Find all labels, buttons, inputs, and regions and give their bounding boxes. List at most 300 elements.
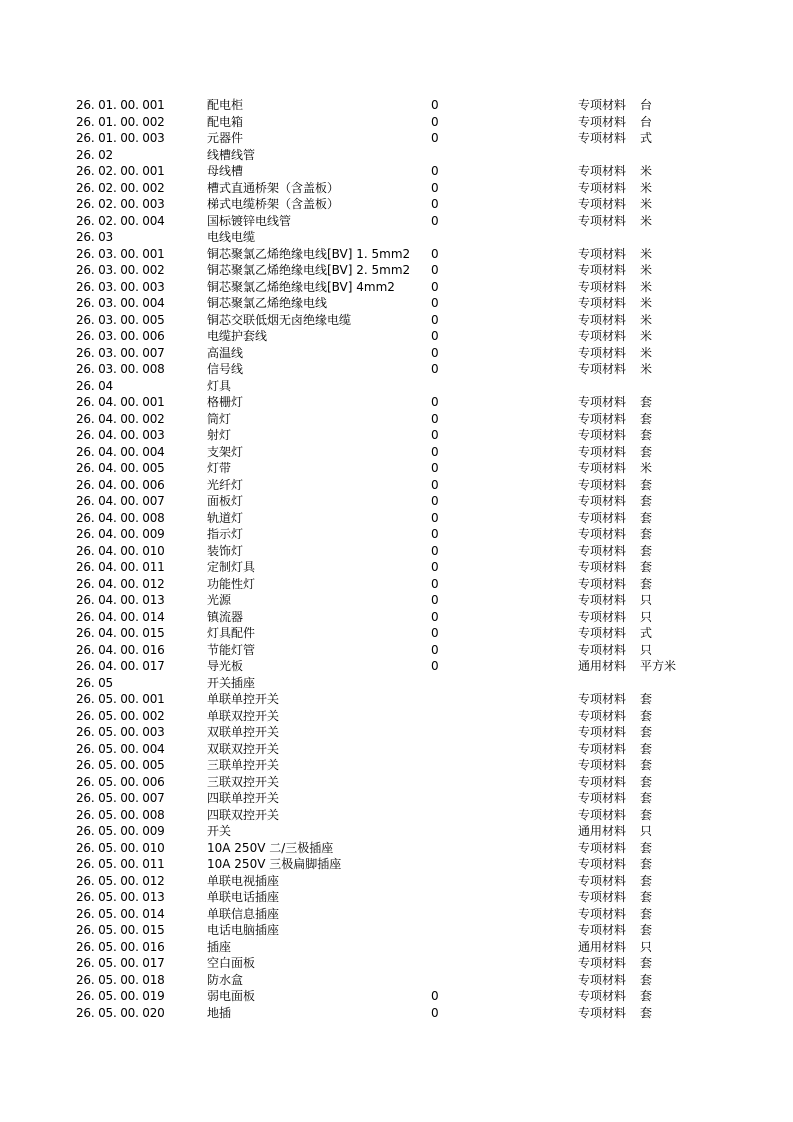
item-category: 专项材料 — [578, 246, 627, 261]
table-row — [0, 345, 793, 362]
item-name: 元器件 — [207, 131, 244, 145]
item-name: 信号线 — [207, 362, 244, 376]
item-category: 专项材料 — [578, 395, 627, 409]
item-unit: 套 — [640, 527, 653, 541]
item-code: 26. 04. 00. 013 — [76, 593, 165, 607]
item-name: 开关插座 — [207, 675, 256, 690]
item-quantity: 0 — [431, 263, 439, 277]
table-row — [0, 444, 793, 461]
table-row — [0, 873, 793, 890]
item-quantity: 0 — [431, 164, 439, 178]
item-name: 电线电缆 — [207, 230, 256, 244]
item-name: 四联单控开关 — [207, 791, 280, 805]
item-code: 26. 04. 00. 015 — [76, 626, 165, 640]
item-unit: 只 — [640, 593, 653, 607]
item-name: 功能性灯 — [207, 576, 256, 591]
table-row — [0, 1005, 793, 1022]
item-unit: 套 — [640, 857, 653, 871]
item-unit: 套 — [640, 560, 653, 574]
table-row — [0, 460, 793, 477]
item-name: 双联单控开关 — [207, 725, 280, 739]
item-category: 专项材料 — [578, 477, 627, 492]
item-quantity: 0 — [431, 411, 439, 426]
item-unit: 套 — [640, 741, 653, 756]
item-code: 26. 04. 00. 016 — [76, 642, 165, 657]
item-code: 26. 05. 00. 014 — [76, 906, 165, 921]
item-code: 26. 05. 00. 012 — [76, 873, 165, 888]
item-unit: 套 — [640, 791, 653, 805]
table-row — [0, 196, 793, 213]
item-code: 26. 04. 00. 014 — [76, 609, 165, 624]
item-name: 灯具配件 — [207, 626, 256, 640]
item-category: 专项材料 — [578, 923, 627, 937]
table-row — [0, 724, 793, 741]
item-unit: 米 — [640, 213, 653, 228]
item-name: 国标镀锌电线管 — [207, 213, 292, 228]
item-quantity: 0 — [431, 659, 439, 673]
table-row — [0, 592, 793, 609]
item-category: 通用材料 — [578, 824, 627, 838]
item-code: 26. 05. 00. 019 — [76, 989, 165, 1003]
item-quantity: 0 — [431, 461, 439, 475]
item-code: 26. 04. 00. 010 — [76, 543, 165, 558]
item-unit: 式 — [640, 626, 653, 640]
item-unit: 米 — [640, 279, 653, 294]
item-category: 专项材料 — [578, 791, 627, 805]
item-quantity: 0 — [431, 428, 439, 442]
item-name: 配电柜 — [207, 98, 244, 112]
table-row — [0, 774, 793, 791]
item-code: 26. 02. 00. 001 — [76, 164, 165, 178]
item-quantity: 0 — [431, 345, 439, 360]
table-row — [0, 97, 793, 114]
item-category: 专项材料 — [578, 989, 627, 1003]
item-category: 专项材料 — [578, 345, 627, 360]
item-category: 专项材料 — [578, 131, 627, 145]
item-unit: 套 — [640, 972, 653, 987]
item-category: 专项材料 — [578, 213, 627, 228]
table-row — [0, 609, 793, 626]
item-unit: 米 — [640, 329, 653, 343]
item-name: 光纤灯 — [207, 477, 244, 492]
item-name: 母线槽 — [207, 164, 244, 178]
table-row — [0, 823, 793, 840]
item-category: 专项材料 — [578, 428, 627, 442]
item-unit: 套 — [640, 428, 653, 442]
item-unit: 台 — [640, 98, 653, 112]
table-row — [0, 922, 793, 939]
table-row — [0, 361, 793, 378]
item-code: 26. 04. 00. 003 — [76, 428, 165, 442]
item-name: 光源 — [207, 593, 232, 607]
item-code: 26. 05. 00. 010 — [76, 840, 165, 855]
item-name: 地插 — [207, 1005, 232, 1020]
item-category: 专项材料 — [578, 296, 627, 310]
item-name: 梯式电缆桥架（含盖板） — [207, 197, 340, 211]
item-quantity: 0 — [431, 444, 439, 459]
item-name: 三联双控开关 — [207, 774, 280, 789]
item-quantity: 0 — [431, 362, 439, 376]
item-unit: 只 — [640, 939, 653, 954]
item-quantity: 0 — [431, 98, 439, 112]
item-code: 26. 02. 00. 003 — [76, 197, 165, 211]
item-unit: 米 — [640, 312, 653, 327]
table-row — [0, 658, 793, 675]
item-name: 铜芯聚氯乙烯绝缘电线[BV] 1. 5mm2 — [207, 246, 411, 261]
item-name: 高温线 — [207, 345, 244, 360]
item-code: 26. 05. 00. 009 — [76, 824, 165, 838]
table-row — [0, 246, 793, 263]
item-category: 专项材料 — [578, 543, 627, 558]
item-unit: 只 — [640, 642, 653, 657]
item-unit: 套 — [640, 989, 653, 1003]
item-quantity: 0 — [431, 1005, 439, 1020]
item-name: 装饰灯 — [207, 543, 244, 558]
table-row — [0, 691, 793, 708]
item-code: 26. 04. 00. 005 — [76, 461, 165, 475]
item-category: 专项材料 — [578, 741, 627, 756]
item-quantity: 0 — [431, 576, 439, 591]
item-unit: 米 — [640, 263, 653, 277]
item-unit: 套 — [640, 725, 653, 739]
item-category: 专项材料 — [578, 114, 627, 129]
item-name: 面板灯 — [207, 494, 244, 508]
item-unit: 套 — [640, 873, 653, 888]
item-name: 10A 250V 二/三极插座 — [207, 840, 334, 855]
item-category: 专项材料 — [578, 626, 627, 640]
table-row — [0, 163, 793, 180]
table-row — [0, 510, 793, 527]
item-code: 26. 05. 00. 017 — [76, 956, 165, 970]
item-category: 专项材料 — [578, 461, 627, 475]
item-code: 26. 05. 00. 016 — [76, 939, 165, 954]
item-category: 专项材料 — [578, 692, 627, 706]
table-row — [0, 526, 793, 543]
item-category: 专项材料 — [578, 312, 627, 327]
item-category: 专项材料 — [578, 362, 627, 376]
table-row — [0, 939, 793, 956]
table-row — [0, 147, 793, 164]
item-category: 专项材料 — [578, 1005, 627, 1020]
item-unit: 套 — [640, 494, 653, 508]
item-name: 单联信息插座 — [207, 906, 280, 921]
table-row — [0, 675, 793, 692]
item-name: 插座 — [207, 939, 232, 954]
item-code: 26. 05. 00. 008 — [76, 807, 165, 822]
item-code: 26. 03 — [76, 230, 113, 244]
item-code: 26. 02 — [76, 147, 113, 162]
item-code: 26. 04 — [76, 378, 113, 393]
item-code: 26. 04. 00. 017 — [76, 659, 165, 673]
item-code: 26. 03. 00. 008 — [76, 362, 165, 376]
table-row — [0, 378, 793, 395]
item-category: 专项材料 — [578, 725, 627, 739]
table-row — [0, 856, 793, 873]
item-quantity: 0 — [431, 395, 439, 409]
table-row — [0, 279, 793, 296]
item-unit: 套 — [640, 395, 653, 409]
item-category: 专项材料 — [578, 510, 627, 525]
item-unit: 套 — [640, 708, 653, 723]
item-unit: 套 — [640, 758, 653, 772]
item-category: 专项材料 — [578, 774, 627, 789]
item-name: 电缆护套线 — [207, 329, 268, 343]
table-row — [0, 559, 793, 576]
item-unit: 式 — [640, 131, 653, 145]
item-category: 专项材料 — [578, 197, 627, 211]
table-row — [0, 328, 793, 345]
item-code: 26. 02. 00. 004 — [76, 213, 165, 228]
item-quantity: 0 — [431, 477, 439, 492]
table-row — [0, 427, 793, 444]
item-name: 开关 — [207, 824, 232, 838]
item-code: 26. 05. 00. 015 — [76, 923, 165, 937]
item-name: 定制灯具 — [207, 560, 256, 574]
item-unit: 米 — [640, 362, 653, 376]
table-row — [0, 757, 793, 774]
table-row — [0, 906, 793, 923]
item-unit: 米 — [640, 197, 653, 211]
item-name: 灯具 — [207, 378, 232, 393]
item-category: 专项材料 — [578, 180, 627, 195]
item-quantity: 0 — [431, 180, 439, 195]
item-code: 26. 03. 00. 005 — [76, 312, 165, 327]
materials-table — [0, 97, 793, 1021]
item-quantity: 0 — [431, 626, 439, 640]
table-row — [0, 213, 793, 230]
item-unit: 套 — [640, 890, 653, 904]
item-name: 铜芯聚氯乙烯绝缘电线[BV] 2. 5mm2 — [207, 263, 411, 277]
item-code: 26. 05. 00. 004 — [76, 741, 165, 756]
table-row — [0, 130, 793, 147]
item-name: 镇流器 — [207, 609, 244, 624]
item-category: 通用材料 — [578, 659, 627, 673]
table-row — [0, 180, 793, 197]
item-code: 26. 05. 00. 007 — [76, 791, 165, 805]
item-code: 26. 05 — [76, 675, 113, 690]
item-category: 专项材料 — [578, 329, 627, 343]
item-category: 专项材料 — [578, 444, 627, 459]
item-quantity: 0 — [431, 213, 439, 228]
item-unit: 只 — [640, 609, 653, 624]
item-name: 射灯 — [207, 428, 232, 442]
item-category: 专项材料 — [578, 890, 627, 904]
item-quantity: 0 — [431, 279, 439, 294]
item-unit: 米 — [640, 164, 653, 178]
item-unit: 米 — [640, 180, 653, 195]
item-code: 26. 05. 00. 001 — [76, 692, 165, 706]
item-name: 节能灯管 — [207, 642, 256, 657]
item-category: 专项材料 — [578, 527, 627, 541]
item-quantity: 0 — [431, 494, 439, 508]
item-unit: 米 — [640, 296, 653, 310]
item-code: 26. 05. 00. 013 — [76, 890, 165, 904]
item-unit: 套 — [640, 444, 653, 459]
item-category: 专项材料 — [578, 840, 627, 855]
item-name: 电话电脑插座 — [207, 923, 280, 937]
item-quantity: 0 — [431, 560, 439, 574]
item-quantity: 0 — [431, 989, 439, 1003]
item-unit: 套 — [640, 692, 653, 706]
item-quantity: 0 — [431, 609, 439, 624]
item-name: 单联电视插座 — [207, 873, 280, 888]
item-code: 26. 05. 00. 020 — [76, 1005, 165, 1020]
item-category: 专项材料 — [578, 642, 627, 657]
item-code: 26. 04. 00. 001 — [76, 395, 165, 409]
item-name: 防水盒 — [207, 972, 244, 987]
item-quantity: 0 — [431, 131, 439, 145]
item-category: 专项材料 — [578, 593, 627, 607]
item-category: 专项材料 — [578, 708, 627, 723]
item-name: 弱电面板 — [207, 989, 256, 1003]
item-name: 四联双控开关 — [207, 807, 280, 822]
table-row — [0, 642, 793, 659]
item-name: 铜芯交联低烟无卤绝缘电缆 — [207, 312, 352, 327]
table-row — [0, 955, 793, 972]
item-name: 单联电话插座 — [207, 890, 280, 904]
item-name: 导光板 — [207, 659, 244, 673]
item-code: 26. 04. 00. 007 — [76, 494, 165, 508]
item-code: 26. 02. 00. 002 — [76, 180, 165, 195]
item-name: 轨道灯 — [207, 510, 244, 525]
item-name: 支架灯 — [207, 444, 244, 459]
item-code: 26. 04. 00. 011 — [76, 560, 165, 574]
item-category: 专项材料 — [578, 906, 627, 921]
item-unit: 套 — [640, 906, 653, 921]
table-row — [0, 741, 793, 758]
item-code: 26. 05. 00. 002 — [76, 708, 165, 723]
item-category: 专项材料 — [578, 263, 627, 277]
item-unit: 平方米 — [640, 659, 677, 673]
item-name: 三联单控开关 — [207, 758, 280, 772]
table-row — [0, 543, 793, 560]
item-category: 专项材料 — [578, 956, 627, 970]
item-name: 配电箱 — [207, 114, 244, 129]
item-code: 26. 01. 00. 003 — [76, 131, 165, 145]
item-category: 专项材料 — [578, 560, 627, 574]
item-code: 26. 01. 00. 002 — [76, 114, 165, 129]
item-name: 格栅灯 — [207, 395, 244, 409]
table-row — [0, 411, 793, 428]
table-row — [0, 790, 793, 807]
item-quantity: 0 — [431, 593, 439, 607]
item-category: 专项材料 — [578, 576, 627, 591]
item-code: 26. 05. 00. 006 — [76, 774, 165, 789]
item-code: 26. 03. 00. 007 — [76, 345, 165, 360]
item-name: 指示灯 — [207, 527, 244, 541]
item-code: 26. 05. 00. 018 — [76, 972, 165, 987]
item-unit: 套 — [640, 840, 653, 855]
item-category: 专项材料 — [578, 494, 627, 508]
item-code: 26. 01. 00. 001 — [76, 98, 165, 112]
table-row — [0, 394, 793, 411]
table-row — [0, 262, 793, 279]
item-quantity: 0 — [431, 543, 439, 558]
item-name: 灯带 — [207, 461, 232, 475]
item-unit: 米 — [640, 345, 653, 360]
item-unit: 套 — [640, 923, 653, 937]
table-row — [0, 889, 793, 906]
item-unit: 套 — [640, 807, 653, 822]
item-code: 26. 03. 00. 004 — [76, 296, 165, 310]
item-category: 专项材料 — [578, 758, 627, 772]
item-code: 26. 04. 00. 008 — [76, 510, 165, 525]
item-unit: 套 — [640, 510, 653, 525]
item-name: 槽式直通桥架（含盖板） — [207, 180, 340, 195]
table-row — [0, 576, 793, 593]
item-category: 专项材料 — [578, 857, 627, 871]
item-unit: 台 — [640, 114, 653, 129]
table-row — [0, 840, 793, 857]
item-name: 铜芯聚氯乙烯绝缘电线[BV] 4mm2 — [207, 279, 395, 294]
item-name: 筒灯 — [207, 411, 232, 426]
item-code: 26. 03. 00. 001 — [76, 246, 165, 261]
item-name: 单联单控开关 — [207, 692, 280, 706]
item-quantity: 0 — [431, 296, 439, 310]
item-unit: 套 — [640, 477, 653, 492]
table-row — [0, 312, 793, 329]
item-unit: 套 — [640, 411, 653, 426]
item-unit: 套 — [640, 543, 653, 558]
item-category: 专项材料 — [578, 411, 627, 426]
item-code: 26. 03. 00. 002 — [76, 263, 165, 277]
item-category: 专项材料 — [578, 609, 627, 624]
item-code: 26. 04. 00. 002 — [76, 411, 165, 426]
item-quantity: 0 — [431, 312, 439, 327]
item-code: 26. 05. 00. 011 — [76, 857, 165, 871]
table-row — [0, 988, 793, 1005]
table-row — [0, 477, 793, 494]
item-code: 26. 03. 00. 003 — [76, 279, 165, 294]
item-name: 线槽线管 — [207, 147, 256, 162]
item-name: 单联双控开关 — [207, 708, 280, 723]
item-quantity: 0 — [431, 642, 439, 657]
table-row — [0, 807, 793, 824]
item-name: 双联双控开关 — [207, 741, 280, 756]
item-name: 10A 250V 三极扁脚插座 — [207, 857, 342, 871]
table-row — [0, 493, 793, 510]
item-code: 26. 05. 00. 005 — [76, 758, 165, 772]
item-quantity: 0 — [431, 197, 439, 211]
item-category: 专项材料 — [578, 972, 627, 987]
item-code: 26. 05. 00. 003 — [76, 725, 165, 739]
item-category: 专项材料 — [578, 279, 627, 294]
item-unit: 只 — [640, 824, 653, 838]
item-name: 铜芯聚氯乙烯绝缘电线 — [207, 296, 328, 310]
item-code: 26. 04. 00. 004 — [76, 444, 165, 459]
item-category: 专项材料 — [578, 873, 627, 888]
item-unit: 米 — [640, 246, 653, 261]
table-row — [0, 229, 793, 246]
item-quantity: 0 — [431, 329, 439, 343]
item-code: 26. 04. 00. 012 — [76, 576, 165, 591]
item-unit: 米 — [640, 461, 653, 475]
item-quantity: 0 — [431, 527, 439, 541]
table-row — [0, 625, 793, 642]
table-row — [0, 295, 793, 312]
table-row — [0, 114, 793, 131]
item-name: 空白面板 — [207, 956, 256, 970]
item-quantity: 0 — [431, 246, 439, 261]
item-quantity: 0 — [431, 510, 439, 525]
item-unit: 套 — [640, 576, 653, 591]
item-code: 26. 03. 00. 006 — [76, 329, 165, 343]
item-code: 26. 04. 00. 009 — [76, 527, 165, 541]
item-category: 专项材料 — [578, 807, 627, 822]
item-code: 26. 04. 00. 006 — [76, 477, 165, 492]
item-unit: 套 — [640, 1005, 653, 1020]
table-row — [0, 972, 793, 989]
